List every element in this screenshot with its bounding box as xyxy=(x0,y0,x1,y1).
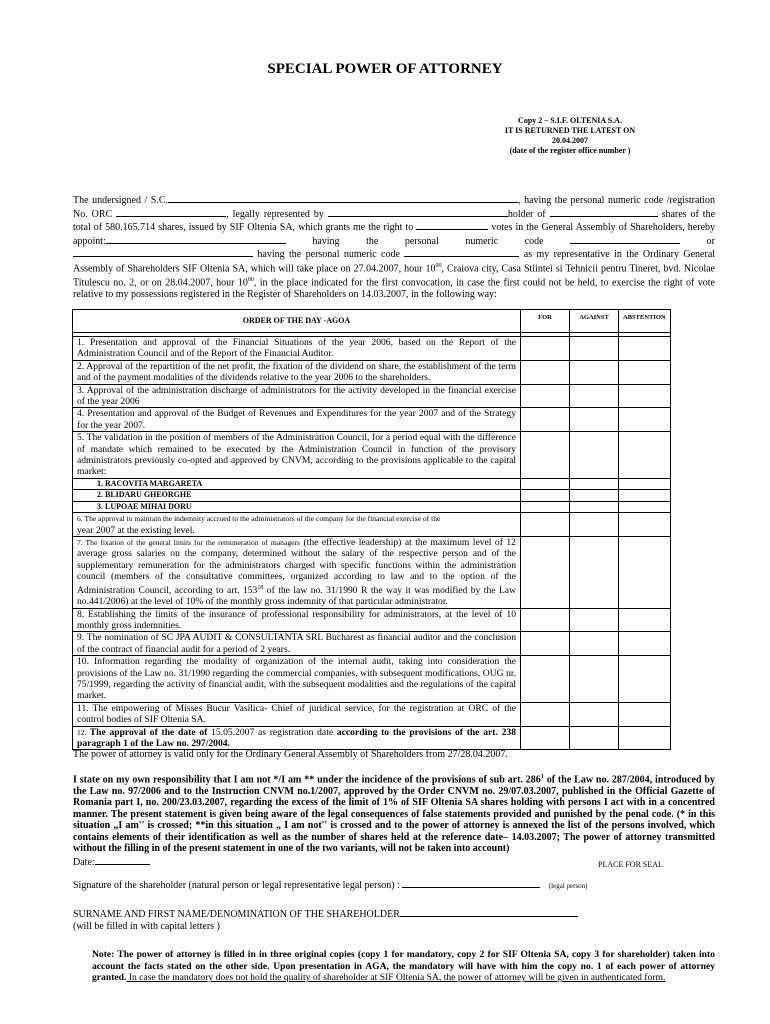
copy-line-4: (date of the register office number ) xyxy=(509,146,631,155)
vote-abstention-cell[interactable] xyxy=(619,408,671,432)
appointee-2-field[interactable] xyxy=(73,247,253,257)
signature-field[interactable] xyxy=(402,878,540,888)
intro-text: , Craiova city, Casa Stiintei si Tehnicii pentru Tineret, bvd. Nicolae Titulescu no. 2, or on 28.04.2007, hour 10 xyxy=(73,263,715,289)
agenda-item-12-part: 12. xyxy=(77,727,90,737)
intro-paragraph xyxy=(73,193,715,300)
copy-info xyxy=(470,116,670,156)
surname-label: SURNAME AND FIRST NAME/DENOMINATION OF THE SHAREHOLDER xyxy=(73,909,400,920)
appointee-2-code-field[interactable] xyxy=(404,247,519,257)
vote-abstention-cell[interactable] xyxy=(619,513,671,537)
candidate-1: 1. RACOVITA MARGARETA xyxy=(73,478,521,489)
table-row xyxy=(73,384,671,408)
against-header: AGAINST xyxy=(570,310,619,333)
intro-text: , having the personal numeric code /registration No. ORC xyxy=(73,195,715,220)
appointee-1-code-field[interactable] xyxy=(570,234,680,244)
vote-for-cell[interactable] xyxy=(521,337,570,361)
note-text: Note: The power of attorney is filled in in three original copies (copy 1 for mandatory, copy 2 for SIF Oltenia SA, copy 3 for shareholder) taken into account the facts stated on the other side. Upon presentation in AGA, the mandatory will have with him the copy no. 1 of each power of attorney granted. xyxy=(92,949,715,984)
vote-against-cell[interactable] xyxy=(570,656,619,703)
agenda-item-4: 4. Presentation and approval of the Budget of Revenues and Expenditures for the year 2007 and of the Strategy for the year 2007. xyxy=(73,408,521,432)
vote-abstention-cell[interactable] xyxy=(619,501,671,512)
copy-line-3: 20.04.2007 xyxy=(552,136,588,145)
signature-note: (legal person) xyxy=(548,882,588,890)
vote-against-cell[interactable] xyxy=(570,702,619,726)
agenda-item-10: 10. Information regarding the modality of organization of the internal audit, taking into consideration the provisions of the Law no. 31/1990 regarding the commercial companies, with subsequent modifications, OUG nr. 75/1999, regarding the activity of financial audit, with the subsequent modalities and the regulations of the capital market. xyxy=(73,656,521,703)
agenda-item-2: 2. Approval of the repartition of the net profit, the fixation of the dividend on share, the establishment of the term and of the payment modalities of the dividends relative to the year 2006 to the shareholders. xyxy=(73,360,521,384)
validity-text: The power of attorney is valid only for the Ordinary General Assembly of Shareholders from 27/28.04.2007. xyxy=(73,749,508,760)
abstention-header: ABSTENTION xyxy=(619,310,671,333)
superscript: 00 xyxy=(247,276,254,283)
agenda-item-12-part: 15.05.2007 as registration date xyxy=(207,726,337,738)
vote-abstention-cell[interactable] xyxy=(619,432,671,479)
agenda-table xyxy=(72,309,671,750)
agenda-item-12-part: The approval of the date of xyxy=(89,726,208,738)
signature-row xyxy=(73,878,588,891)
vote-for-cell[interactable] xyxy=(521,432,570,479)
table-row xyxy=(73,656,671,703)
vote-for-cell[interactable] xyxy=(521,726,570,750)
agenda-item-1: 1. Presentation and approval of the Financial Situations of the year 2006, based on the Report of the Administration Council and of the Report of the Financial Auditor. xyxy=(73,337,521,361)
copy-line-2: IT IS RETURNED THE LATEST ON xyxy=(504,126,636,135)
table-row xyxy=(73,337,671,361)
vote-for-cell[interactable] xyxy=(521,702,570,726)
table-row xyxy=(73,608,671,632)
vote-against-cell[interactable] xyxy=(570,726,619,750)
vote-for-cell[interactable] xyxy=(521,656,570,703)
intro-text: The undersigned / S.C. xyxy=(73,195,169,206)
vote-for-cell[interactable] xyxy=(521,360,570,384)
intro-text: or xyxy=(706,235,716,247)
table-row xyxy=(73,360,671,384)
vote-against-cell[interactable] xyxy=(570,490,619,501)
agenda-item-3: 3. Approval of the administration discharge of administrators for the activity developed in the financial exercise of the year 2006 xyxy=(73,384,521,408)
table-row xyxy=(73,536,671,608)
shares-count-field[interactable] xyxy=(550,207,658,217)
table-row xyxy=(73,632,671,656)
agenda-item-5: 5. The validation in the position of members of the Administration Council, for a period equal with the difference of mandate which remained to be executed by the Administration Council in function of the provisory administrators previously co-opted and approved by CNVM, according to the provisions applicable to the capital market: xyxy=(73,432,521,479)
vote-abstention-cell[interactable] xyxy=(619,490,671,501)
agenda-item-6-part: year 2007 at the existing level. xyxy=(77,524,195,536)
vote-against-cell[interactable] xyxy=(570,408,619,432)
vote-against-cell[interactable] xyxy=(570,478,619,489)
footnote xyxy=(92,949,715,984)
vote-abstention-cell[interactable] xyxy=(619,384,671,408)
candidate-3: 3. LUPOAE MIHAI DORU xyxy=(73,501,521,512)
intro-text: shares of the total of 580.165.714 shares, issued by SIF Oltenia SA, which grants me the right to xyxy=(73,208,716,234)
table-row xyxy=(73,478,671,489)
surname-field[interactable] xyxy=(400,907,578,917)
agenda-item-7-part: 7. The fixation of the general limits for the remuneration of managers xyxy=(77,537,300,547)
statement-text: of the Law no. 287/2004, introduced by the Law no. 97/2006 and to the Instruction CNVM no.1/2007, approved by the Order CNVM no. 29/07.03.2007, published in the Official Gazette of Romania part I, no. 200/23.03.2007, regarding the excess of the limit of 1% of SIF Oltenia SA shares holding with persons I act with in a concentred manner. The present statement is given being aware of the legal consequences of false statements provided and punished by the penal code. (* in this situation „I am'' is crossed; **in this situation „ I am not'' is crossed and to the power of attorney is annexed the list of the persons involved, which contains elements of their identification as well as the number of shares held at the reference date– 14.03.2007; The power of attorney transmitted without the filling in of the present statement in one of the two variants, will not be taken into account) xyxy=(73,774,715,855)
vote-against-cell[interactable] xyxy=(570,501,619,512)
copy-line-1: Copy 2 – S.I.F. OLTENIA S.A. xyxy=(518,116,622,125)
page-title: SPECIAL POWER OF ATTORNEY xyxy=(267,61,503,77)
intro-text: holder of xyxy=(507,208,546,220)
for-header: FOR xyxy=(521,310,570,333)
vote-for-cell[interactable] xyxy=(521,478,570,489)
intro-text: having the personal numeric code xyxy=(257,249,400,261)
candidate-2: 2. BLIDARU GHEORGHE xyxy=(73,490,521,501)
date-label: Date: xyxy=(73,856,95,868)
superscript: 00 xyxy=(435,262,442,269)
order-of-day-header: ORDER OF THE DAY -AGOA xyxy=(73,310,521,333)
vote-against-cell[interactable] xyxy=(570,632,619,656)
agenda-item-7-part: of the law no. 31/1990 R the way it was modified by the Law no.441/2006) at the level of 10% of the monthly gross indemnity of that particular administrator. xyxy=(77,584,516,608)
table-row xyxy=(73,501,671,512)
vote-abstention-cell[interactable] xyxy=(619,656,671,703)
vote-for-cell[interactable] xyxy=(521,384,570,408)
vote-abstention-cell[interactable] xyxy=(619,337,671,361)
agenda-item-8: 8. Establishing the limits of the insurance of professional responsibility for administrators, at the level of 10 monthly gross indemnities. xyxy=(73,608,521,632)
surname-hint: (will be filled in with capital letters ) xyxy=(73,920,220,932)
vote-for-cell[interactable] xyxy=(521,536,570,608)
table-row xyxy=(73,702,671,726)
agenda-item-7-part: (the effective leadership) at the maximum level of 12 average gross salaries on the company, determined without the salary of the respective person and of the supplementary remuneration for the administrators charged with specific functions within the administration council (members of the consultative committees, organized according to law and to the option of the Administration Council, according to art. 153 xyxy=(77,536,516,596)
intro-text: , legally represented by xyxy=(226,208,324,220)
agenda-item-7 xyxy=(73,536,521,608)
intro-text: as my representative in the Ordinary General Assembly of Shareholders SIF Oltenia SA, which will take place on 27.04.2007, hour 10 xyxy=(73,249,716,275)
intro-text: votes in the General Assembly of Shareholders, hereby appoint: xyxy=(73,222,716,247)
statement-paragraph xyxy=(73,772,715,868)
intro-text: , in the place indicated for the first convocation, in case the first could not be held, to exercise the right of vote relative to my possessions registered in the Register of Shareholders on 14.03.2007, in the following way: xyxy=(73,277,715,300)
vote-against-cell[interactable] xyxy=(570,360,619,384)
agenda-item-6-part: 6. The approval to maintain the indemnity accrued to the administrators of the company for the financial exercise of the xyxy=(77,514,441,524)
vote-for-cell[interactable] xyxy=(521,408,570,432)
vote-against-cell[interactable] xyxy=(570,608,619,632)
surname-block xyxy=(73,907,578,932)
vote-abstention-cell[interactable] xyxy=(619,632,671,656)
intro-text: having the personal numeric code xyxy=(312,235,544,247)
superscript: 1 xyxy=(540,774,544,780)
vote-against-cell[interactable] xyxy=(570,337,619,361)
seal-label: PLACE FOR SEAL xyxy=(598,860,663,869)
vote-abstention-cell[interactable] xyxy=(619,702,671,726)
agenda-item-12 xyxy=(73,726,521,750)
table-row xyxy=(73,490,671,501)
table-header-row xyxy=(73,310,671,333)
table-row xyxy=(73,726,671,750)
note-underlined-text: In case the mandatory does not hold the quality of shareholder at SIF Oltenia SA, the power of attorney will be given in authenticated form. xyxy=(126,972,666,984)
vote-against-cell[interactable] xyxy=(570,536,619,608)
agenda-item-12-part: according to the provisions of the art. 238 paragraph 1 of the Law no. 297/2004. xyxy=(77,726,517,749)
vote-for-cell[interactable] xyxy=(521,501,570,512)
vote-against-cell[interactable] xyxy=(570,432,619,479)
table-row xyxy=(73,513,671,537)
registration-field[interactable] xyxy=(116,207,226,217)
vote-against-cell[interactable] xyxy=(570,513,619,537)
votes-field[interactable] xyxy=(416,220,488,230)
vote-for-cell[interactable] xyxy=(521,490,570,501)
table-row xyxy=(73,432,671,479)
vote-abstention-cell[interactable] xyxy=(619,536,671,608)
vote-for-cell[interactable] xyxy=(521,632,570,656)
vote-against-cell[interactable] xyxy=(570,384,619,408)
legal-representative-field[interactable] xyxy=(328,207,508,217)
agenda-item-11: 11. The empowering of Misses Bucur Vasilica- Chief of juridical service, for the registration at ORC of the control bodies of SIF Oltenia SA. xyxy=(73,702,521,726)
vote-abstention-cell[interactable] xyxy=(619,478,671,489)
vote-abstention-cell[interactable] xyxy=(619,726,671,750)
superscript: 18 xyxy=(257,584,264,591)
vote-for-cell[interactable] xyxy=(521,608,570,632)
date-field[interactable] xyxy=(95,855,150,865)
vote-abstention-cell[interactable] xyxy=(619,360,671,384)
agenda-item-9: 9. The nomination of SC JPA AUDIT & CONSULTANTA SRL Bucharest as financial auditor and the conclusion of the contract of financial audit for a period of 2 years. xyxy=(73,632,521,656)
statement-text: I state on my own responsibility that I am not */I am ** under the incidence of the provisions of sub art. 286 xyxy=(73,774,541,786)
company-name-field[interactable] xyxy=(168,193,518,203)
appointee-1-field[interactable] xyxy=(106,234,286,244)
vote-for-cell[interactable] xyxy=(521,513,570,537)
vote-abstention-cell[interactable] xyxy=(619,608,671,632)
signature-label: Signature of the shareholder (natural person or legal representative legal person) : xyxy=(73,880,400,891)
agenda-item-6 xyxy=(73,513,521,537)
table-row xyxy=(73,408,671,432)
